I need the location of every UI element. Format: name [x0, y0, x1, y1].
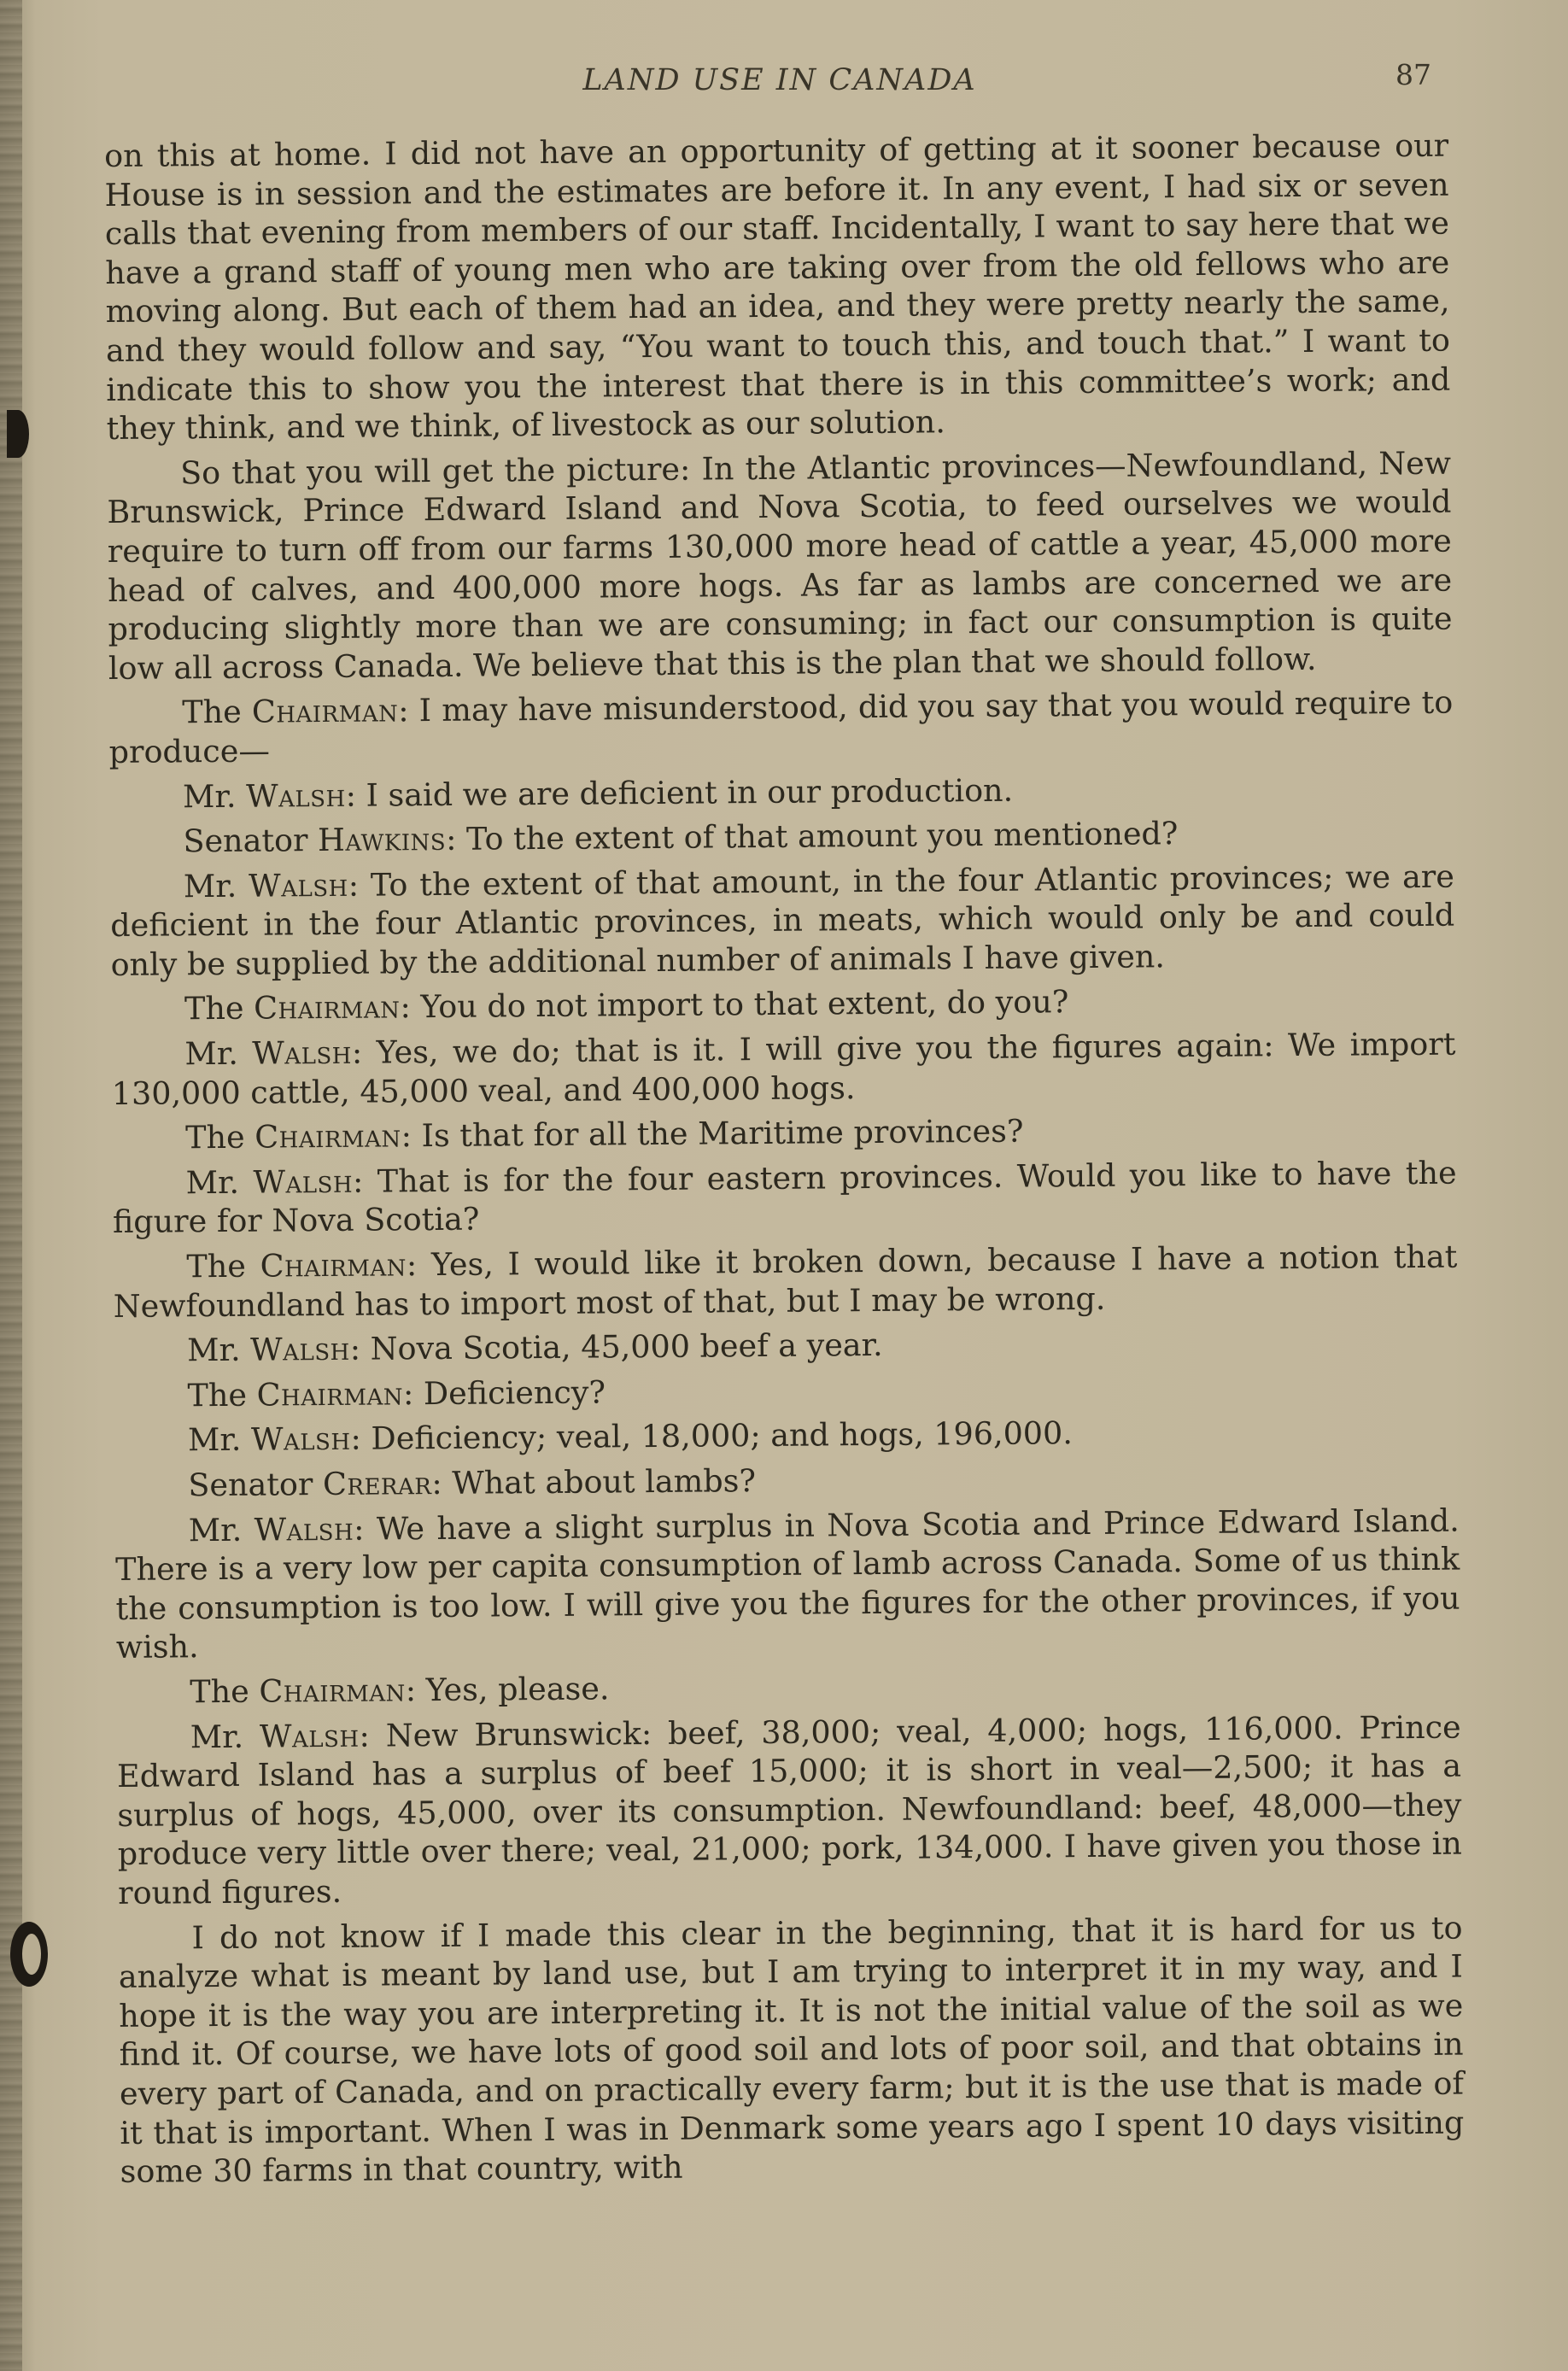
speaker-name: Chairman	[260, 1246, 407, 1285]
dialogue-paragraph: Mr. Walsh: That is for the four eastern provinces. Would you like to have the figure for Nova Scotia?	[112, 1154, 1457, 1241]
paragraph-text: To the extent of that amount, in the four Atlantic provinces; we are deficient in the four Atlantic provinces, in meats, which would only be and could only be supplied by the additional number of animals I have given.	[110, 858, 1455, 983]
speaker-prefix: The	[186, 1247, 247, 1285]
paragraph-text: Is that for all the Maritime provinces?	[421, 1112, 1024, 1155]
speaker-name: Walsh	[250, 1331, 350, 1368]
page-header	[109, 58, 1450, 109]
speaker-prefix: Mr.	[186, 1332, 241, 1369]
speaker-prefix: Senator	[183, 822, 308, 860]
paragraph-text: I do not know if I made this clear in the beginning, that it is hard for us to analyze what is meant by land use, but I am trying to interpret it in my way, and I hope it is the way you are interpreting it. It is not the initial value of the soil as we find it. Of course, we have lots of good soil and lots of poor soil, and that obtains in every part of Canada, and on practically every farm; but it is the use that is made of it that is important. When I was in Denmark some years ago I spent 10 days visiting some 30 farms in that country, with	[118, 1909, 1465, 2191]
dialogue-paragraph: Senator Hawkins: To the extent of that amount you mentioned?	[183, 815, 1179, 860]
running-title: LAND USE IN CANADA	[582, 63, 977, 97]
dialogue-paragraph: Senator Crerar: What about lambs?	[188, 1462, 757, 1504]
paragraph-text: Nova Scotia, 45,000 beef a year.	[370, 1326, 883, 1367]
dialogue-paragraph: Mr. Walsh: I said we are deficient in our production.	[182, 771, 1014, 815]
dialogue-paragraph: Mr. Walsh: We have a slight surplus in Nova Scotia and Prince Edward Island. There is a very low per capita consumption of lamb across Canada. Some of us think the consumption is too low. I will give you the figures for the other provinces, if you wish.	[115, 1502, 1460, 1666]
speaker-name: Walsh	[252, 1033, 353, 1072]
dialogue-paragraph: Mr. Walsh: Yes, we do; that is it. I will give you the figures again: We import 130,000 cattle, 45,000 veal, and 400,000 hogs.	[111, 1025, 1456, 1112]
paragraph	[104, 126, 1451, 448]
speaker-name: Chairman	[255, 1117, 401, 1156]
paragraph-text: Deficiency; veal, 18,000; and hogs, 196,000.	[371, 1414, 1074, 1457]
paragraph-text: Yes, please.	[425, 1670, 610, 1709]
page-number: 87	[1395, 58, 1431, 91]
speaker-name: Hawkins	[317, 820, 447, 859]
dialogue-paragraph: The Chairman: I may have misunderstood, did you say that you would require to produce—	[108, 683, 1454, 770]
paragraph-text: We have a slight surplus in Nova Scotia and Prince Edward Island. There is a very low per capita consumption of lamb across Canada. Some of us think the consumption is too low. I will give you the figures for the other provinces, if you wish.	[115, 1502, 1460, 1666]
speaker-prefix: Mr.	[184, 1034, 239, 1073]
paragraph-text: What about lambs?	[452, 1462, 757, 1502]
speaker-prefix: Mr.	[187, 1421, 242, 1459]
speaker-prefix: The	[184, 990, 244, 1027]
dialogue-paragraph: Mr. Walsh: New Brunswick: beef, 38,000; veal, 4,000; hogs, 116,000. Prince Edward Island has a surplus of beef 15,000; it is short in veal—2,500; it has a surplus of hogs, 45,000, over its consumption. Newfoundland: beef, 48,000—they produce very little over there; veal, 21,000; pork, 134,000. I have given you those in round figures.	[116, 1708, 1462, 1911]
paragraph-text: on this at home. I did not have an opportunity of getting at it sooner because our House is in session and the estimates are before it. In any event, I had six or seven calls that evening from members of our staff. Incidentally, I want to say here that we have a grand staff of young men who are taking over from the old fellows who are moving along. But each of them had an idea, and they were pretty nearly the same, and they would follow and say, “You want to touch this, and touch that.” I want to indicate this to show you the interest that there is in this committee’s work; and they think, and we think, of livestock as our solution.	[104, 126, 1451, 448]
paragraph-text: New Brunswick: beef, 38,000; veal, 4,000; hogs, 116,000. Prince Edward Island has a surplus of beef 15,000; it is short in veal—2,500; it has a surplus of hogs, 45,000, over its consumption. Newfoundland: beef, 48,000—they produce very little over there; veal, 21,000; pork, 134,000. I have given you those in round figures.	[116, 1708, 1462, 1911]
paragraph-text: To the extent of that amount you mentioned?	[465, 815, 1179, 858]
speaker-prefix: The	[187, 1376, 248, 1414]
speaker-prefix: The	[185, 1118, 245, 1156]
speaker-prefix: The	[182, 694, 242, 731]
speaker-name: Chairman	[259, 1671, 406, 1710]
speaker-prefix: Mr.	[185, 1163, 240, 1202]
dialogue-paragraph: The Chairman: Deficiency?	[187, 1373, 606, 1414]
paragraph-text: Yes, I would like it broken down, because I have a notion that Newfoundland has to import most of that, but I may be wrong.	[113, 1238, 1458, 1325]
paragraph-text: You do not import to that extent, do you?	[420, 983, 1069, 1026]
speaker-prefix: Mr.	[190, 1718, 244, 1755]
speaker-name: Walsh	[250, 1420, 351, 1459]
paragraph-text: Deficiency?	[423, 1373, 606, 1412]
dialogue-paragraph: The Chairman: Yes, I would like it broken down, because I have a notion that Newfoundland has to import most of that, but I may be wrong.	[113, 1238, 1458, 1325]
paragraph-text: So that you will get the picture: In the Atlantic provinces—Newfoundland, New Brunswick, Prince Edward Island and Nova Scotia, to feed ourselves we would require to turn off from our farms 130,000 more head of cattle a year, 45,000 more head of calves, and 400,000 more hogs. As far as lambs are concerned we are producing slightly more than we are consuming; in fact our consumption is quite low all across Canada. We believe that this is the plan that we should follow.	[107, 444, 1453, 687]
binding-hole-upper	[7, 410, 29, 458]
speaker-name: Walsh	[253, 1162, 354, 1201]
binding-hole-lower	[10, 1922, 48, 1987]
speaker-prefix: Senator	[188, 1466, 313, 1504]
dialogue-paragraph: Mr. Walsh: Nova Scotia, 45,000 beef a year.	[186, 1326, 883, 1369]
speaker-prefix: Mr.	[182, 777, 237, 815]
speaker-name: Walsh	[254, 1510, 354, 1548]
paragraph-text: I said we are deficient in our production.	[366, 771, 1014, 814]
body-text	[104, 126, 1465, 2198]
speaker-name: Walsh	[245, 776, 346, 815]
speaker-prefix: The	[190, 1672, 249, 1711]
speaker-name: Chairman	[251, 692, 399, 730]
dialogue-paragraph: The Chairman: Yes, please.	[190, 1670, 610, 1711]
speaker-name: Walsh	[259, 1717, 360, 1755]
paragraph-text: That is for the four eastern provinces. Would you like to have the figure for Nova Scotia?	[112, 1154, 1457, 1241]
paragraph-text: I may have misunderstood, did you say that you would require to produce—	[108, 683, 1454, 770]
dialogue-paragraph: Mr. Walsh: To the extent of that amount, in the four Atlantic provinces; we are deficient in the four Atlantic provinces, in meats, which would only be and could only be supplied by the additional number of animals I have given.	[110, 858, 1455, 983]
dialogue-paragraph: The Chairman: Is that for all the Maritime provinces?	[185, 1112, 1024, 1156]
paragraph	[107, 443, 1453, 688]
paragraph	[118, 1908, 1464, 2192]
speaker-prefix: Mr.	[188, 1511, 243, 1548]
speaker-name: Crerar	[322, 1465, 432, 1503]
speaker-name: Walsh	[249, 866, 348, 904]
dialogue-paragraph: Mr. Walsh: Deficiency; veal, 18,000; and hogs, 196,000.	[187, 1414, 1074, 1459]
speaker-name: Chairman	[253, 988, 401, 1027]
binding-edge	[0, 0, 22, 2371]
speaker-prefix: Mr.	[183, 867, 237, 904]
speaker-name: Chairman	[256, 1375, 404, 1414]
paragraph-text: Yes, we do; that is it. I will give you the figures again: We import 130,000 cattle, 45,000 veal, and 400,000 hogs.	[111, 1025, 1456, 1112]
dialogue-paragraph: The Chairman: You do not import to that extent, do you?	[184, 983, 1069, 1027]
